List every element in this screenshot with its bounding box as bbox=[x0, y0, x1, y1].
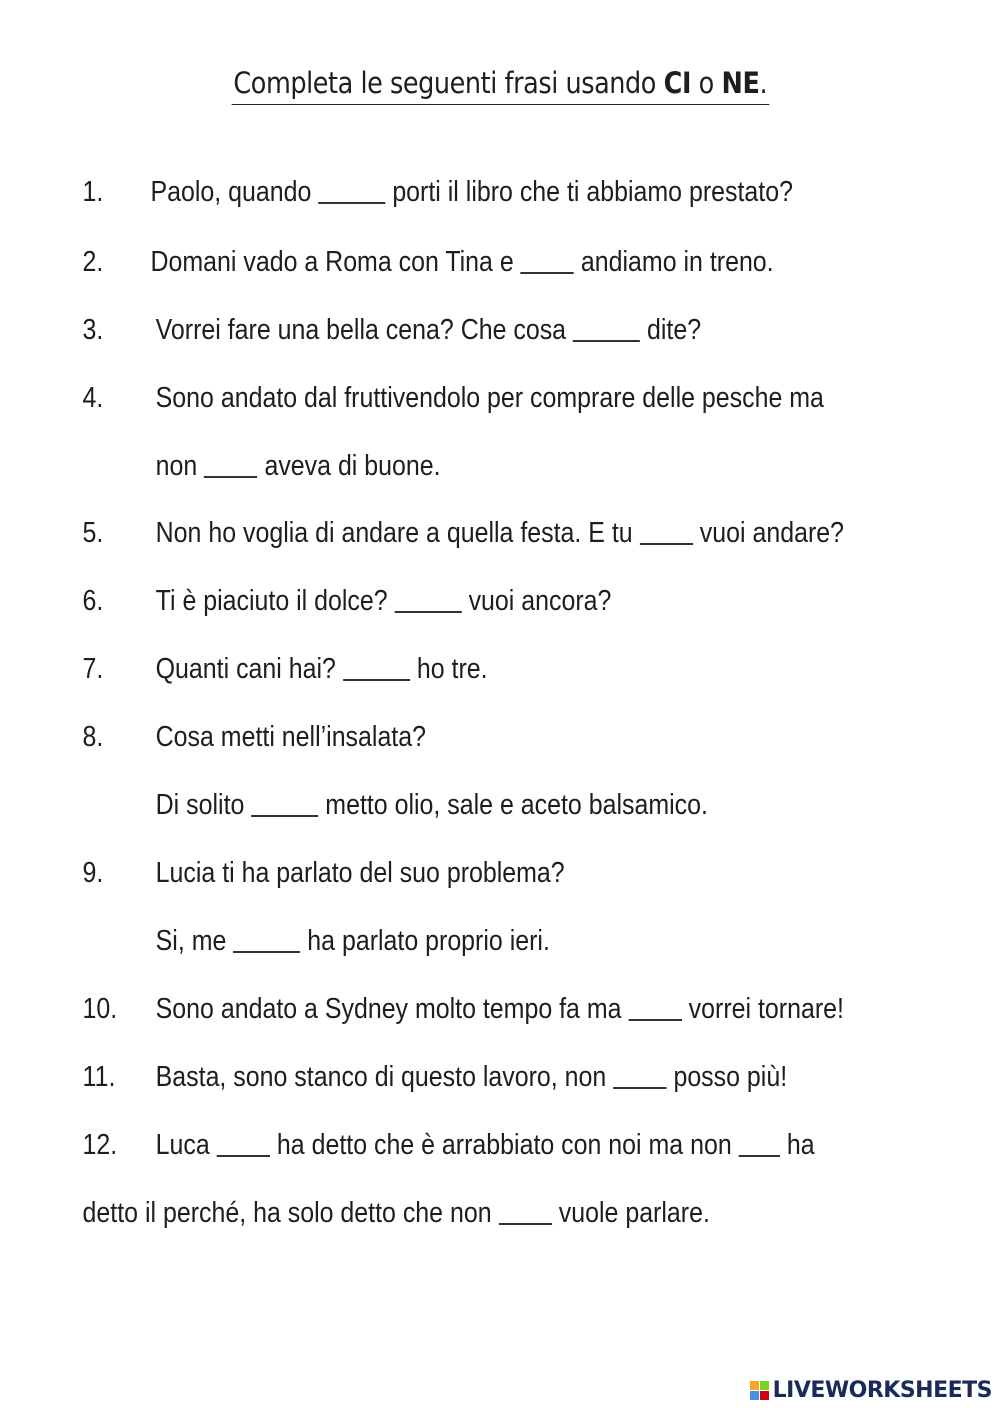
ne-keyword: NE bbox=[721, 66, 760, 100]
answer-blank-1[interactable] bbox=[318, 180, 385, 204]
answer-blank-5[interactable] bbox=[640, 521, 693, 545]
logo-square bbox=[750, 1391, 759, 1400]
answer-blank-12a[interactable] bbox=[217, 1133, 270, 1157]
answer-blank-6[interactable] bbox=[395, 589, 462, 613]
answer-blank-12c[interactable] bbox=[499, 1201, 552, 1225]
answer-blank-2[interactable] bbox=[521, 250, 574, 274]
answer-blank-12b[interactable] bbox=[739, 1133, 780, 1157]
answer-blank-9[interactable] bbox=[233, 929, 300, 953]
answer-blank-3[interactable] bbox=[573, 318, 640, 342]
logo-square bbox=[750, 1381, 759, 1390]
answer-blank-8[interactable] bbox=[251, 793, 318, 817]
logo-squares-icon bbox=[750, 1381, 769, 1400]
worksheet-title: Completa le seguenti frasi usando CI o NE. bbox=[0, 66, 1000, 105]
answer-blank-11[interactable] bbox=[613, 1065, 666, 1089]
ci-keyword: CI bbox=[663, 66, 691, 100]
logo-text: LIVEWORKSHEETS bbox=[772, 1378, 992, 1403]
answer-blank-10[interactable] bbox=[628, 997, 681, 1021]
answer-blank-4[interactable] bbox=[204, 454, 257, 478]
liveworksheets-logo bbox=[750, 1378, 992, 1403]
logo-square bbox=[760, 1391, 769, 1400]
logo-square bbox=[760, 1381, 769, 1390]
answer-blank-7[interactable] bbox=[343, 657, 410, 681]
